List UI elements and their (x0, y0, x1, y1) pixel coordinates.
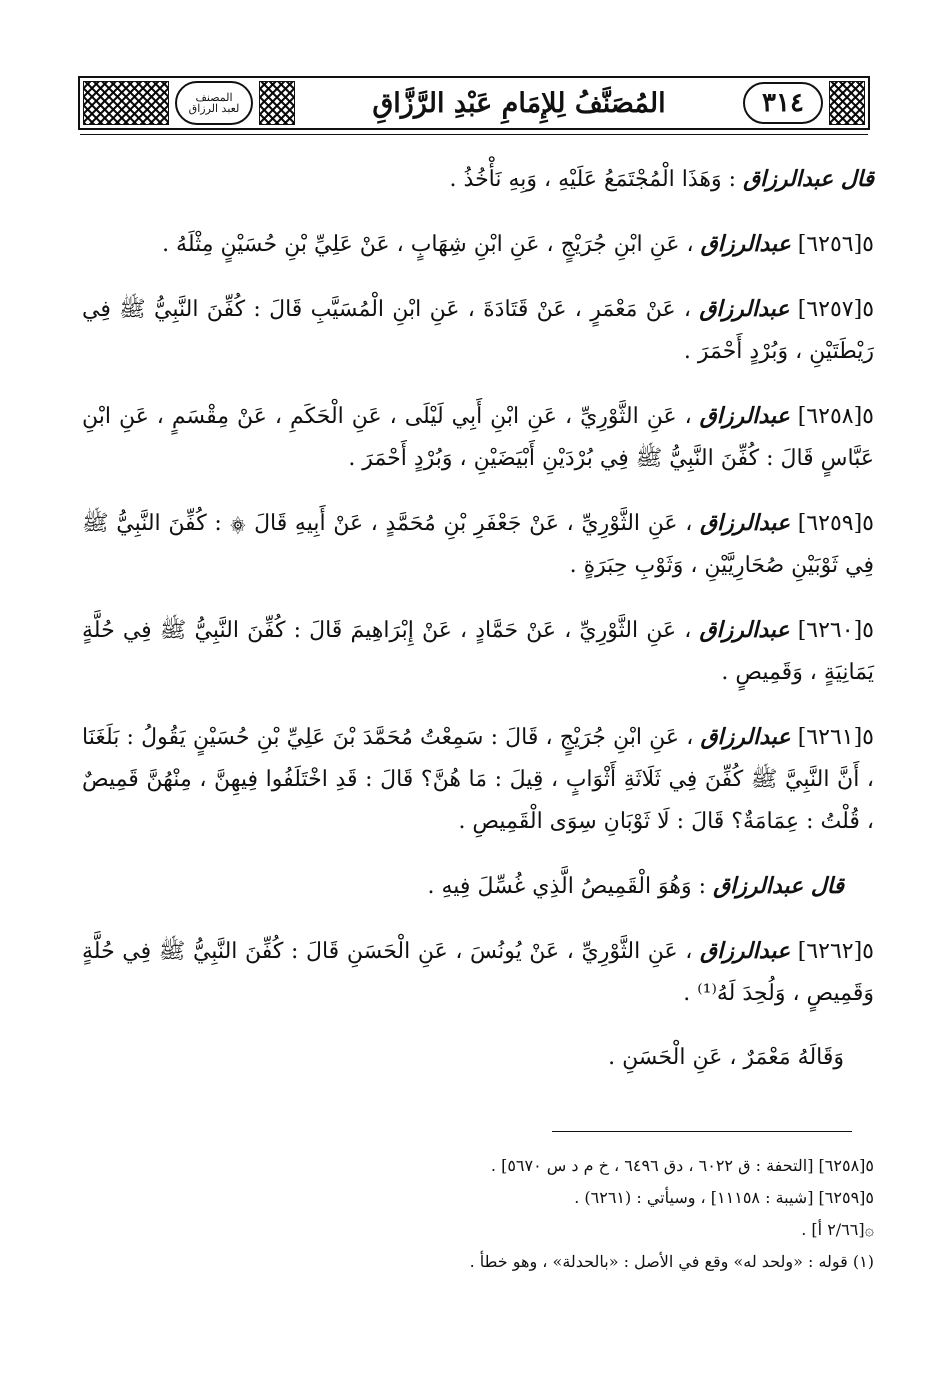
running-title: المُصَنَّفُ لِلإِمَامِ عَبْدِ الرَّزَّاقِ (372, 87, 666, 119)
speaker: قال عبدالرزاق (743, 166, 874, 192)
speaker: عبدالرزاق (699, 510, 791, 536)
paragraph (82, 158, 874, 201)
hadith-number: ٥[٦٢٥٩] (797, 511, 874, 536)
speaker: عبدالرزاق (700, 938, 791, 964)
speaker: عبدالرزاق (699, 403, 790, 429)
hadith-number: ٥[٦٢٥٨] (797, 404, 874, 429)
paragraph-text: ، عَنْ مَعْمَرٍ ، عَنْ قَتَادَةَ ، عَنِ ابْنِ الْمُسَيَّبِ قَالَ : كُفِّنَ النَّبِيُّ ﷺ فِي رَيْطَتَيْنِ ، وَبُرْدٍ أَحْمَرَ . (82, 297, 874, 364)
hadith-number: ٥[٦٢٥٦] (797, 232, 874, 257)
footnote: (١) قوله : «ولحد له» وقع في الأصل : «بالحدلة» ، وهو خطأ . (469, 1252, 874, 1271)
speaker: عبدالرزاق (699, 617, 790, 643)
hadith-number: ٥[٦٢٥٧] (797, 297, 875, 322)
hadith-number: ٥[٦٢٦٠] (797, 618, 874, 643)
page-number: ٣١٤ (743, 82, 823, 124)
ornament-left (83, 81, 169, 125)
speaker: قال عبدالرزاق (713, 873, 844, 899)
paragraph-text: ، عَنِ ابْنِ جُرَيْجٍ ، عَنِ ابْنِ شِهَابٍ ، عَنْ عَلِيِّ بْنِ حُسَيْنٍ مِثْلَهُ . (162, 232, 694, 257)
speaker: عبدالرزاق (700, 231, 791, 257)
paragraph-text: ، عَنِ الثَّوْرِيِّ ، عَنِ ابْنِ أَبِي لَيْلَى ، عَنِ الْحَكَمِ ، عَنْ مِقْسَمٍ ، عَنِ ابْنِ عَبَّاسٍ قَالَ : كُفِّنَ النَّبِيُّ ﷺ فِي بُرْدَيْنِ أَبْيَضَيْنِ ، وَبُرْدٍ أَحْمَرَ . (82, 404, 874, 471)
paragraph-text: : وَهَذَا الْمُجْتَمَعُ عَلَيْهِ ، وَبِهِ نَأْخُذُ . (449, 167, 737, 192)
paragraph (82, 502, 874, 587)
paragraph (82, 1037, 874, 1079)
paragraph-text: ، عَنِ الثَّوْرِيِّ ، عَنْ حَمَّادٍ ، عَنْ إِبْرَاهِيمَ قَالَ : كُفِّنَ النَّبِيُّ ﷺ فِي حُلَّةٍ يَمَانِيَةٍ ، وَقَمِيصٍ . (82, 618, 874, 685)
paragraph (82, 395, 874, 480)
hadith-number: ٥[٦٢٦١] (797, 725, 874, 750)
paragraph (82, 930, 874, 1015)
paragraph-text: ، عَنِ الثَّوْرِيِّ ، عَنْ جَعْفَرِ بْنِ مُحَمَّدٍ ، عَنْ أَبِيهِ قَالَ ۞ : كُفِّنَ النَّبِيُّ ﷺ فِي ثَوْبَيْنِ صُحَارِيَّيْنِ ، وَثَوْبِ حِبَرَةٍ . (82, 511, 874, 578)
footnote: ٥[٦٢٥٩] [شيبة : ١١١٥٨] ، وسيأتي : (٦٢٦١) . (574, 1188, 874, 1207)
paragraph (82, 865, 874, 908)
paragraph (82, 716, 874, 843)
ornament-left-inner (259, 81, 295, 125)
ornament-right (829, 81, 865, 125)
paragraph-text: ، عَنِ الثَّوْرِيِّ ، عَنْ يُونُسَ ، عَنِ الْحَسَنِ قَالَ : كُفِّنَ النَّبِيُّ ﷺ فِي حُلَّةٍ وَقَمِيصٍ ، وَلُحِدَ لَهُ⁽¹⁾ . (82, 939, 874, 1006)
publisher-seal: المصنف لعبد الرزاق (175, 81, 253, 125)
footnotes (82, 1150, 874, 1278)
paragraph (82, 288, 874, 373)
footnote: ٥[٦٢٥٨] [التحفة : ق ٦٠٢٢ ، دق ٦٤٩٦ ، خ م د س ٥٦٧٠] . (490, 1156, 874, 1175)
paragraph (82, 223, 874, 266)
paragraph (82, 609, 874, 694)
paragraph-text: ، عَنِ ابْنِ جُرَيْجٍ ، قَالَ : سَمِعْتُ مُحَمَّدَ بْنَ عَلِيِّ بْنِ حُسَيْنٍ يَقُولُ : بَلَغَنَا ، أَنَّ النَّبِيَّ ﷺ كُفِّنَ فِي ثَلَاثَةِ أَثْوَابٍ ، قِيلَ : مَا هُنَّ؟ قَالَ : قَدِ اخْتَلَفُوا فِيهِنَّ ، مِنْهُنَّ قَمِيصٌ ، قُلْتُ : عِمَامَةٌ؟ قَالَ : لَا ثَوْبَانِ سِوَى الْقَمِيصِ . (82, 725, 874, 834)
footnote: ۞[٢/٦٦ أ] . (801, 1220, 874, 1239)
speaker: عبدالرزاق (699, 296, 790, 322)
paragraph-text: وَقَالَهُ مَعْمَرٌ ، عَنِ الْحَسَنِ . (608, 1045, 844, 1070)
footnote-separator (552, 1131, 852, 1132)
paragraph-text: : وَهُوَ الْقَمِيصُ الَّذِي غُسِّلَ فِيهِ . (427, 874, 707, 899)
speaker: عبدالرزاق (700, 724, 791, 750)
page-header (78, 76, 870, 130)
main-text (82, 158, 874, 1101)
hadith-number: ٥[٦٢٦٢] (797, 939, 874, 964)
